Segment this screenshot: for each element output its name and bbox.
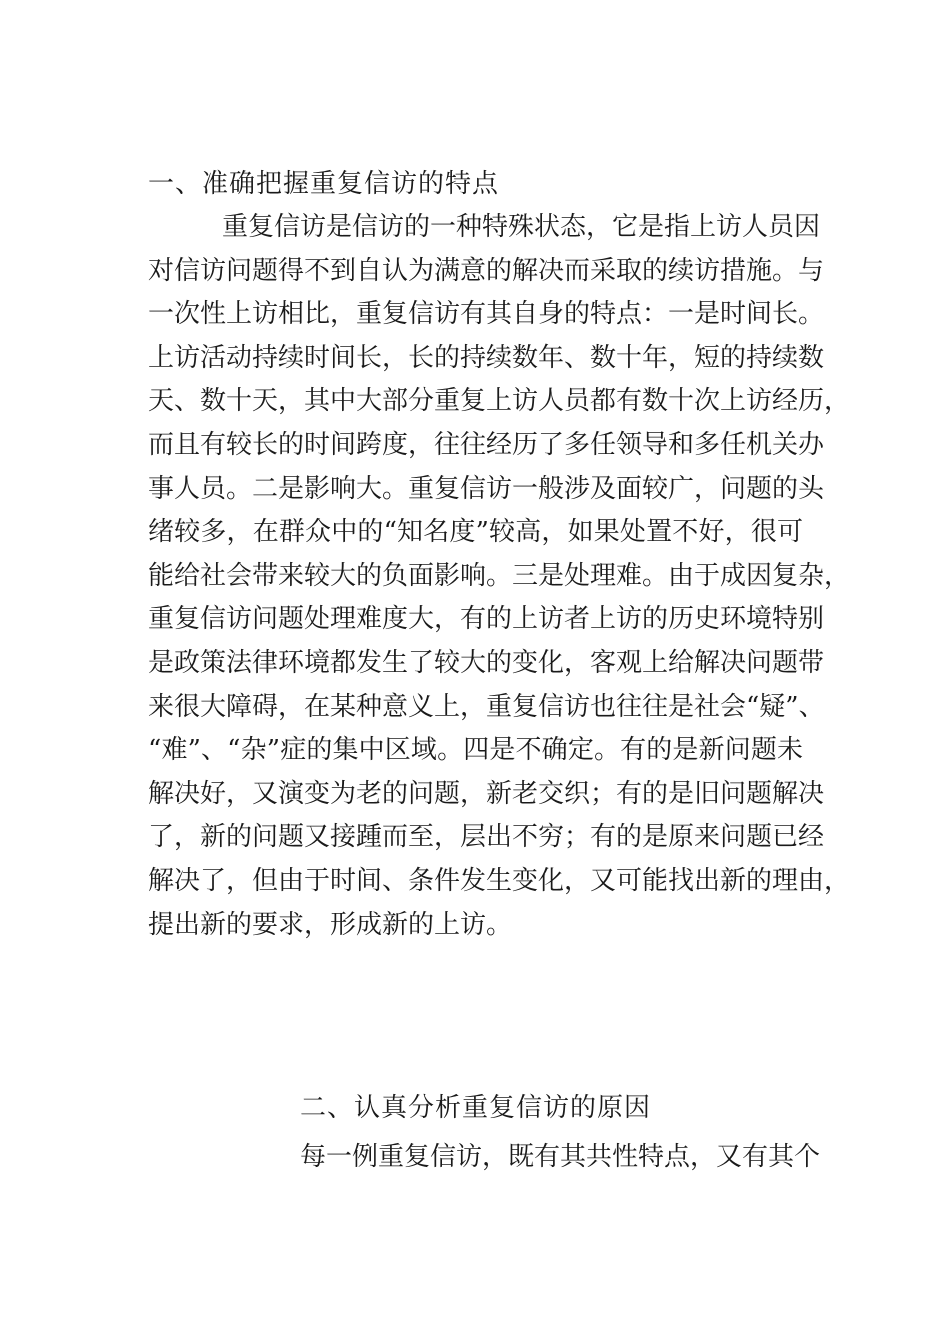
paragraph-line: 每一例重复信访，既有其共性特点，又有其个 [300,1142,821,1172]
paragraph-line: 提出新的要求，形成新的上访。 [148,909,513,940]
paragraph-line: “难”、“杂”症的集中区域。四是不确定。有的是新问题未 [148,735,803,766]
paragraph-line: 一次性上访相比，重复信访有其自身的特点：一是时间长。 [148,299,825,330]
section-heading-1: 一、准确把握重复信访的特点 [148,169,500,199]
paragraph-line: 重复信访是信访的一种特殊状态，它是指上访人员因 [222,212,821,242]
paragraph-line: 了，新的问题又接踵而至，层出不穷；有的是原来问题已经 [148,822,825,853]
paragraph-line: 是政策法律环境都发生了较大的变化，客观上给解决问题带 [148,647,825,678]
paragraph-line: 而且有较长的时间跨度，往往经历了多任领导和多任机关办 [148,429,825,460]
paragraph-line: 事人员。二是影响大。重复信访一般涉及面较广，问题的头 [148,473,825,504]
paragraph-line: 绪较多，在群众中的“知名度”较高，如果处置不好，很可 [148,517,803,548]
paragraph-line: 能给社会带来较大的负面影响。三是处理难。由于成因复杂， [148,560,851,591]
paragraph-line: 来很大障碍，在某种意义上，重复信访也往往是社会“疑”、 [148,691,825,722]
paragraph-line: 重复信访问题处理难度大，有的上访者上访的历史环境特别 [148,604,825,635]
section-2-paragraph [300,1136,821,1180]
paragraph-line: 天、数十天，其中大部分重复上访人员都有数十次上访经历， [148,386,851,417]
paragraph-line: 解决好，又演变为老的问题，新老交织；有的是旧问题解决 [148,778,825,809]
paragraph-line: 对信访问题得不到自认为满意的解决而采取的续访措施。与 [148,255,825,286]
section-heading-2: 二、认真分析重复信访的原因 [300,1093,652,1123]
paragraph-line: 上访活动持续时间长，长的持续数年、数十年，短的持续数 [148,342,825,373]
paragraph-line: 解决了，但由于时间、条件发生变化，又可能找出新的理由， [148,865,851,896]
section-1-paragraph [148,206,851,947]
